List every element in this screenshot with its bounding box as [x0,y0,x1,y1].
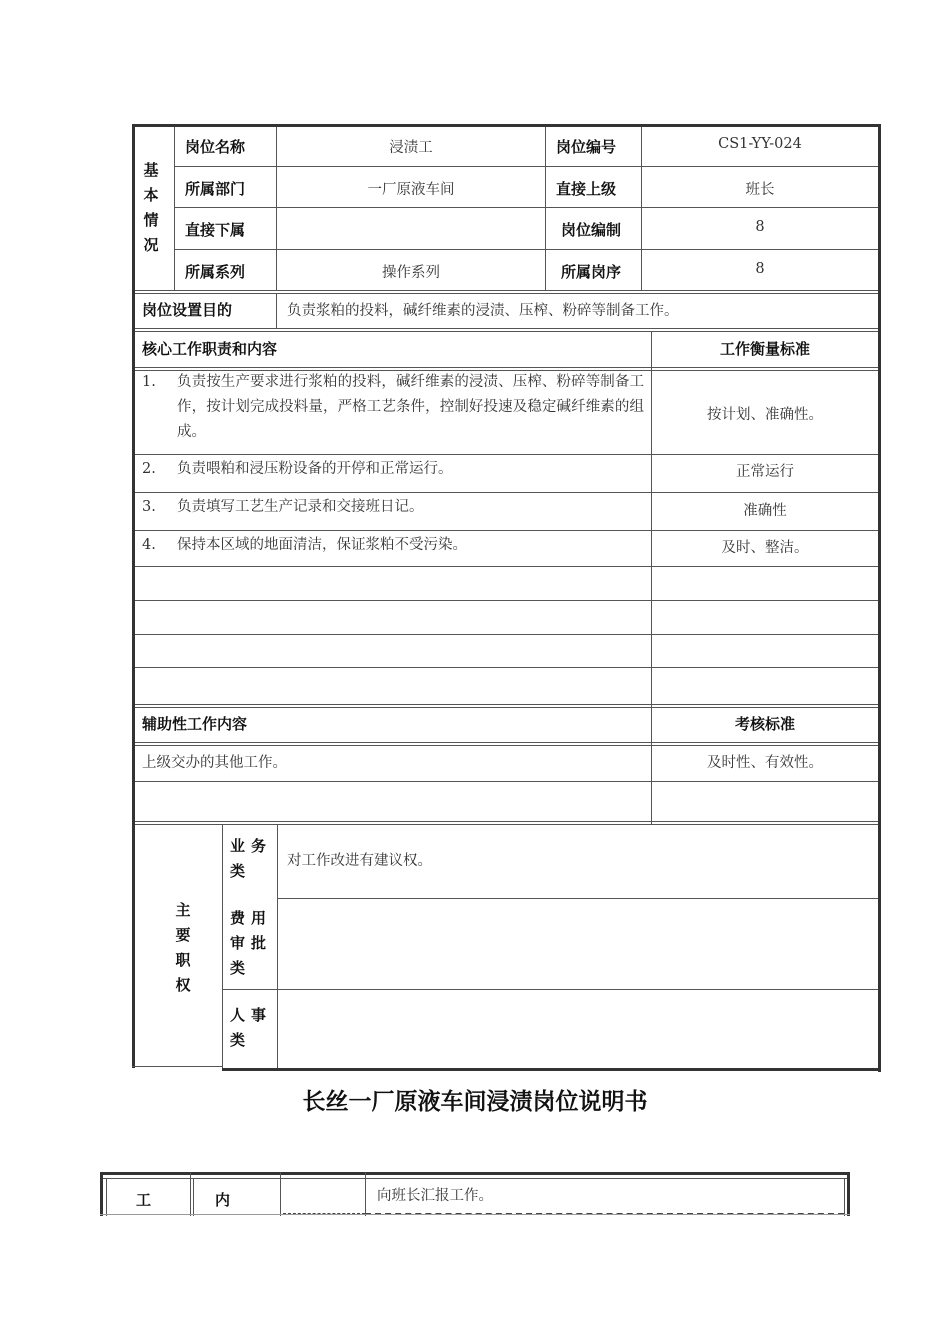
authority-type-label: 人事类 [230,1006,273,1049]
duty-text: 负责喂粕和浸压粉设备的开停和正常运行。 [177,461,453,477]
job-series-label: 所属系列 [185,263,246,281]
duty-number: 1. [142,374,156,390]
authority-label: 主要职权 [175,901,191,994]
position-name-value: 浸渍工 [389,140,433,156]
second-table-cell-2: 内 [215,1191,231,1209]
duty-item [142,370,644,450]
duty-standard: 及时、整洁。 [721,540,809,556]
duty-item [142,457,644,482]
second-table-text: 向班长汇报工作。 [377,1188,493,1204]
job-series-value: 操作系列 [382,265,440,281]
job-rank-value: 8 [755,261,765,277]
auxiliary-header: 辅助性工作内容 [142,715,248,733]
authority-type-label: 费用审批类 [230,909,273,977]
duty-number: 4. [142,537,156,553]
purpose-label: 岗位设置目的 [142,301,233,319]
duty-number: 2. [142,461,156,477]
duty-standard: 正常运行 [736,464,794,480]
direct-supervisor-label: 直接上级 [556,180,617,198]
auxiliary-standard-header: 考核标准 [734,715,795,733]
purpose-text: 负责浆粕的投料，碱纤维素的浸渍、压榨、粉碎等制备工作。 [287,303,679,319]
auxiliary-item-standard: 及时性、有效性。 [707,755,823,771]
authority-text: 对工作改进有建议权。 [287,853,432,869]
position-name-label: 岗位名称 [185,138,246,156]
document-title: 长丝一厂原液车间浸渍岗位说明书 [302,1089,648,1115]
auxiliary-item-text: 上级交办的其他工作。 [142,755,287,771]
duty-text: 负责填写工艺生产记录和交接班日记。 [177,499,424,515]
authority-type-label: 业务类 [230,837,273,880]
position-code-label: 岗位编号 [556,138,617,156]
duty-number: 3. [142,499,156,515]
position-code-value: CS1-YY-024 [718,136,802,152]
department-label: 所属部门 [185,180,246,198]
second-table-cell-1: 工 [136,1191,152,1209]
duty-text: 负责按生产要求进行浆粕的投料，碱纤维素的浸渍、压榨、粉碎等制备工作，按计划完成投料量，严格工艺条件，控制好投速及稳定碱纤维素的组成。 [177,374,644,440]
duty-item [142,533,644,558]
headcount-value: 8 [755,219,765,235]
job-rank-label: 所属岗序 [561,263,622,281]
duty-standard: 准确性 [743,503,787,519]
basic-info-label: 基本情况 [143,161,159,254]
core-duties-standard-header: 工作衡量标准 [719,340,810,358]
subordinates-label: 直接下属 [185,221,246,239]
headcount-label: 岗位编制 [561,221,622,239]
duty-text: 保持本区域的地面清洁，保证浆粕不受污染。 [177,537,467,553]
duty-standard: 按计划、准确性。 [707,407,823,423]
department-value: 一厂原液车间 [367,182,455,198]
duty-item [142,495,644,520]
direct-supervisor-value: 班长 [745,182,775,198]
core-duties-header: 核心工作职责和内容 [142,340,278,358]
